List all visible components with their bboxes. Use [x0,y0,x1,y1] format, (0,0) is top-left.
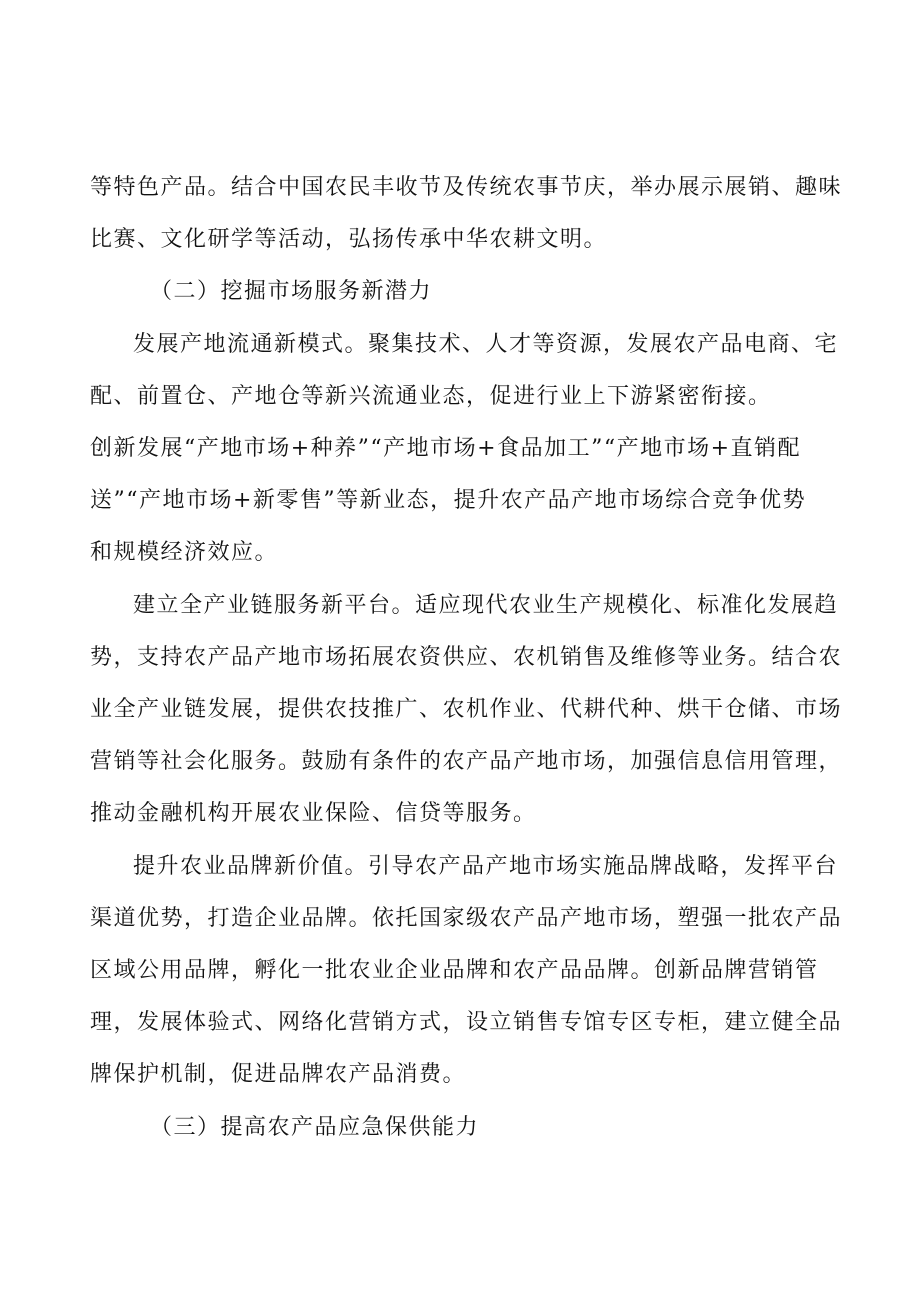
text-line: 等特色产品。结合中国农民丰收节及传统农事节庆，举办展示展销、趣味 [90,175,843,200]
text-line: 势，支持农产品产地市场拓展农资供应、农机销售及维修等业务。结合农 [90,645,843,670]
section-heading: （三）提高农产品应急保供能力 [150,1115,480,1140]
text-line: 渠道优势，打造企业品牌。依托国家级农产品产地市场，塑强一批农产品 [90,906,843,931]
text-line: 送”“产地市场+新零售”等新业态，提升农产品产地市场综合竞争优势 [90,488,807,513]
text-line: 发展产地流通新模式。聚集技术、人才等资源，发展农产品电商、宅 [133,332,839,357]
text-line: 理，发展体验式、网络化营销方式，设立销售专馆专区专柜，建立健全品 [90,1010,843,1035]
text-line: 和规模经济效应。 [90,540,279,565]
text-line: 区域公用品牌，孵化一批农业企业品牌和农产品品牌。创新品牌营销管 [90,958,819,983]
text-line: 比赛、文化研学等活动，弘扬传承中华农耕文明。 [90,227,608,252]
text-line: 创新发展“产地市场+种养”“产地市场+食品加工”“产地市场+直销配 [90,436,802,461]
text-line: 推动金融机构开展农业保险、信贷等服务。 [90,801,537,826]
text-line: 提升农业品牌新价值。引导农产品产地市场实施品牌战略，发挥平台 [133,854,839,879]
text-line: 建立全产业链服务新平台。适应现代农业生产规模化、标准化发展趋 [133,593,839,618]
text-line: 配、前置仓、产地仓等新兴流通业态，促进行业上下游紧密衔接。 [90,384,772,409]
text-line: 营销等社会化服务。鼓励有条件的农产品产地市场，加强信息信用管理， [90,749,843,774]
text-line: 牌保护机制，促进品牌农产品消费。 [90,1062,467,1087]
section-heading: （二）挖掘市场服务新潜力 [150,279,433,304]
text-line: 业全产业链发展，提供农技推广、农机作业、代耕代种、烘干仓储、市场 [90,697,843,722]
